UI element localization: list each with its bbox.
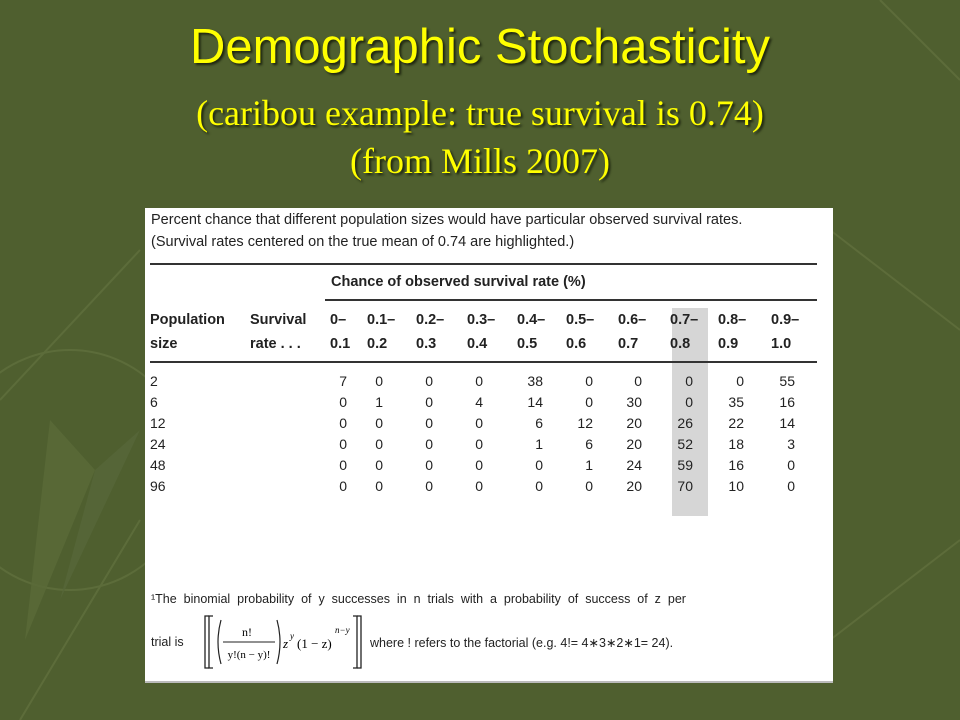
table-cell: 0 xyxy=(425,415,433,431)
table-cell: 24 xyxy=(626,457,642,473)
formula-power-term: z xyxy=(283,636,289,651)
formula-denominator: y!(n − y)! xyxy=(227,649,271,661)
table-cell: 0 xyxy=(585,478,593,494)
table-cell: 18 xyxy=(728,436,744,452)
table-cell: 7 xyxy=(339,373,347,389)
table-cell: 0 xyxy=(475,373,483,389)
table-cell: 3 xyxy=(787,436,795,452)
col-survival-label: Survival xyxy=(250,312,307,328)
table-row-size: 6 xyxy=(150,394,158,410)
col-range-header: 0.8 xyxy=(670,336,691,352)
col-range-header: 0.9– xyxy=(771,312,800,328)
table-cell: 14 xyxy=(779,415,795,431)
table-cell: 0 xyxy=(685,394,693,410)
survival-table-panel xyxy=(145,208,833,683)
table-row-size: 2 xyxy=(150,373,158,389)
col-population-label: Population xyxy=(150,312,225,328)
table-cell: 0 xyxy=(375,436,383,452)
formula-complement-exp: n−y xyxy=(335,625,350,635)
panel-bottom-edge xyxy=(145,681,833,683)
col-range-header: 0.3 xyxy=(416,336,437,352)
table-cell: 0 xyxy=(475,457,483,473)
table-caption-line2: (Survival rates centered on the true mean of 0.74 are highlighted.) xyxy=(151,234,575,250)
table-cell: 70 xyxy=(677,478,693,494)
table-cell: 20 xyxy=(626,436,642,452)
divider xyxy=(325,299,817,301)
table-cell: 0 xyxy=(339,394,347,410)
formula-numerator: n! xyxy=(242,625,252,639)
slide-title: Demographic Stochasticity xyxy=(189,20,771,74)
table-cell: 0 xyxy=(425,373,433,389)
slide-source: (from Mills 2007) xyxy=(350,141,610,181)
col-range-header: 0.6– xyxy=(618,312,647,328)
col-range-header: 0.2 xyxy=(367,336,388,352)
table-cell: 0 xyxy=(475,436,483,452)
table-cell: 0 xyxy=(375,478,383,494)
group-header: Chance of observed survival rate (%) xyxy=(331,274,586,290)
binomial-formula xyxy=(203,612,363,672)
table-cell: 1 xyxy=(585,457,593,473)
table-cell: 6 xyxy=(585,436,593,452)
table-cell: 0 xyxy=(425,478,433,494)
table-row-size: 24 xyxy=(150,436,166,452)
table-cell: 6 xyxy=(535,415,543,431)
col-range-header: 0.1 xyxy=(330,336,351,352)
col-population-label: size xyxy=(150,336,178,352)
table-cell: 0 xyxy=(787,478,795,494)
col-survival-label: rate . . . xyxy=(250,336,301,352)
table-row-size: 96 xyxy=(150,478,166,494)
col-range-header: 0.9 xyxy=(718,336,739,352)
table-cell: 26 xyxy=(677,415,693,431)
col-range-header: 1.0 xyxy=(771,336,792,352)
table-cell: 52 xyxy=(677,436,693,452)
table-cell: 16 xyxy=(728,457,744,473)
table-cell: 0 xyxy=(685,373,693,389)
footnote-prefix: trial is xyxy=(151,635,184,649)
table-cell: 0 xyxy=(425,457,433,473)
table-row-size: 12 xyxy=(150,415,166,431)
slide-subtitle: (caribou example: true survival is 0.74) xyxy=(196,93,764,133)
table-cell: 20 xyxy=(626,415,642,431)
formula-complement-term: (1 − z) xyxy=(297,636,332,651)
table-cell: 10 xyxy=(728,478,744,494)
table-cell: 20 xyxy=(626,478,642,494)
footnote-line1: ¹The binomial probability of y successes in n trials with a probability of success of z per xyxy=(151,592,686,606)
table-cell: 0 xyxy=(339,478,347,494)
table-cell: 35 xyxy=(728,394,744,410)
table-cell: 0 xyxy=(787,457,795,473)
col-range-header: 0.5– xyxy=(566,312,595,328)
table-cell: 0 xyxy=(475,415,483,431)
table-cell: 59 xyxy=(677,457,693,473)
table-cell: 0 xyxy=(585,373,593,389)
divider xyxy=(150,263,817,265)
col-range-header: 0.6 xyxy=(566,336,587,352)
table-cell: 0 xyxy=(339,436,347,452)
table-cell: 1 xyxy=(535,436,543,452)
table-caption-line1: Percent chance that different population sizes would have particular observed survival rates. xyxy=(151,212,743,228)
table-cell: 12 xyxy=(577,415,593,431)
col-range-header: 0.4– xyxy=(517,312,546,328)
col-range-header: 0.1– xyxy=(367,312,396,328)
table-cell: 0 xyxy=(475,478,483,494)
col-range-header: 0.2– xyxy=(416,312,445,328)
table-cell: 16 xyxy=(779,394,795,410)
table-cell: 4 xyxy=(475,394,483,410)
table-cell: 0 xyxy=(375,415,383,431)
table-row-size: 48 xyxy=(150,457,166,473)
table-cell: 0 xyxy=(585,394,593,410)
table-cell: 14 xyxy=(527,394,543,410)
table-cell: 0 xyxy=(339,415,347,431)
table-cell: 1 xyxy=(375,394,383,410)
col-range-header: 0.7 xyxy=(618,336,639,352)
col-range-header: 0.8– xyxy=(718,312,747,328)
table-cell: 30 xyxy=(626,394,642,410)
table-cell: 0 xyxy=(634,373,642,389)
table-cell: 38 xyxy=(527,373,543,389)
table-cell: 0 xyxy=(535,478,543,494)
table-cell: 0 xyxy=(736,373,744,389)
table-cell: 0 xyxy=(425,436,433,452)
table-cell: 0 xyxy=(535,457,543,473)
table-cell: 0 xyxy=(425,394,433,410)
col-range-header: 0.5 xyxy=(517,336,538,352)
formula-power-exp: y xyxy=(290,631,294,641)
divider xyxy=(150,361,817,363)
col-range-header: 0.7– xyxy=(670,312,699,328)
table-cell: 55 xyxy=(779,373,795,389)
col-range-header: 0.3– xyxy=(467,312,496,328)
table-cell: 22 xyxy=(728,415,744,431)
footnote-suffix: where ! refers to the factorial (e.g. 4!= 4∗3∗2∗1= 24). xyxy=(370,636,674,650)
col-range-header: 0.4 xyxy=(467,336,488,352)
table-cell: 0 xyxy=(375,457,383,473)
table-cell: 0 xyxy=(339,457,347,473)
table-cell: 0 xyxy=(375,373,383,389)
col-range-header: 0– xyxy=(330,312,347,328)
